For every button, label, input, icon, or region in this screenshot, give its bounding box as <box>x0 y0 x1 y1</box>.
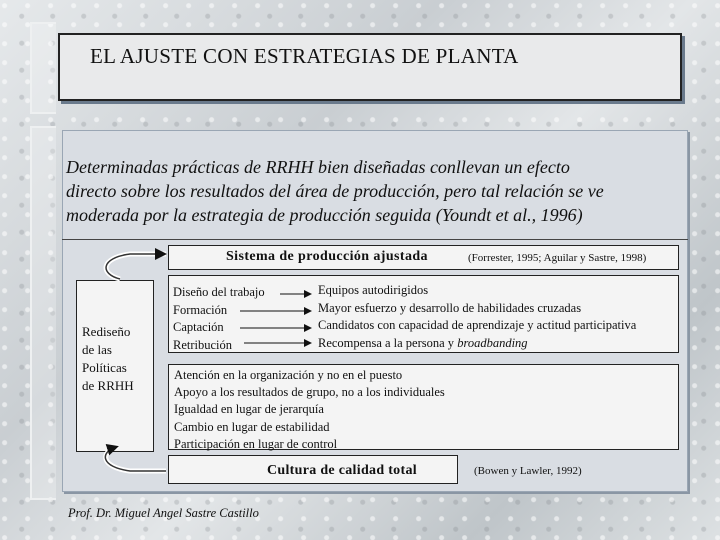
production-system-citation: (Forrester, 1995; Aguilar y Sastre, 1998) <box>468 252 647 264</box>
culture-title: Cultura de calidad total <box>267 463 417 478</box>
practice-item: Captación <box>173 320 224 334</box>
slide-title: EL AJUSTE CON ESTRATEGIAS DE PLANTA <box>90 44 519 68</box>
practice-item: Diseño del trabajo <box>173 285 265 299</box>
intro-line: moderada por la estrategia de producción seguida (Youndt et al., 1996) <box>66 205 583 225</box>
outcome-item: Candidatos con capacidad de aprendizaje y actitud participativa <box>318 318 637 332</box>
redesign-line: Rediseño <box>82 324 131 339</box>
redesign-line: de las <box>82 342 112 357</box>
culture-item: Atención en la organización y no en el puesto <box>174 368 403 382</box>
outcome-item: Mayor esfuerzo y desarrollo de habilidades cruzadas <box>318 300 582 315</box>
outcome-item: Equipos autodirigidos <box>318 283 429 297</box>
outcome-italic: broadbanding <box>457 335 528 350</box>
practice-item: Formación <box>173 302 228 317</box>
culture-item: Cambio en lugar de estabilidad <box>174 419 330 434</box>
culture-item: Participación en lugar de control <box>174 436 338 451</box>
intro-line: Determinadas prácticas de RRHH bien diseñadas conllevan un efecto <box>66 157 570 177</box>
redesign-line: Políticas <box>82 360 127 375</box>
redesign-line: de RRHH <box>82 378 134 393</box>
curved-arrow-bottom-outline <box>105 447 166 471</box>
culture-item: Apoyo a los resultados de grupo, no a los individuales <box>174 385 445 400</box>
author-credit: Prof. Dr. Miguel Angel Sastre Castillo <box>68 506 259 520</box>
production-system-title: Sistema de producción ajustada <box>226 249 428 264</box>
intro-line: directo sobre los resultados del área de producción, pero tal relación se ve <box>66 181 604 201</box>
practice-item: Retribución <box>173 337 233 352</box>
culture-item: Igualdad en lugar de jerarquía <box>174 402 324 417</box>
outcome-text: Recompensa a la persona y <box>318 335 458 350</box>
culture-citation: (Bowen y Lawler, 1992) <box>474 465 582 477</box>
